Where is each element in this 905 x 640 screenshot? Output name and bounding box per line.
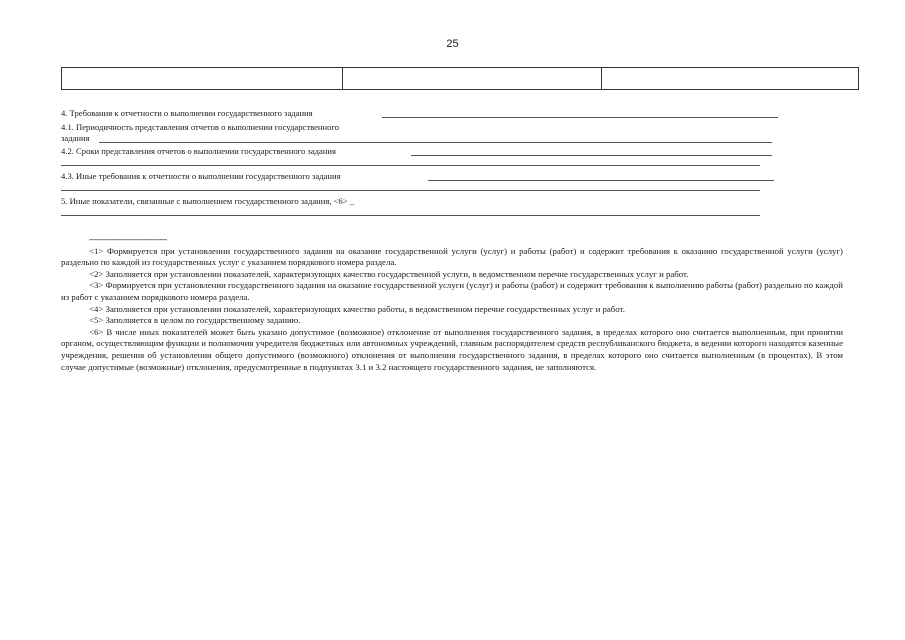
table-cell	[62, 68, 343, 89]
footnotes	[61, 234, 843, 373]
footnote-separator: --------------------------------	[89, 234, 167, 244]
section-4-heading: 4. Требования к отчетности о выполнении государственного задания	[61, 108, 313, 118]
footnote-6: <6> В числе иных показателей может быть указано допустимое (возможное) отклонение от выполнения государственного задания, в пределах которого оно считается выполненным, при принятии органом, осуществляющим функции и полномочия учредителя бюджетных или автономных учреждений, главным распорядителем средств республиканского бюджета, в ведении которого находятся казенные учреждения, решения об установлении общего допустимого (возможного) отклонения от выполнения государственного задания, в пределах которого оно считается выполненным (в процентах). В этом случае допустимые (возможные) отклонения, предусмотренные в подпунктах 3.1 и 3.2 настоящего государственного задания, не заполняются.	[61, 326, 843, 372]
footnote-3: <3> Формируется при установлении государственного задания на оказание государственной услуги (услуг) и работы (работ) и содержит требования к выполнению работы (работ) раздельно по каждой из работ с указанием порядкового номера раздела.	[61, 280, 843, 302]
fill-line	[99, 142, 772, 143]
fill-line	[61, 165, 760, 166]
page-number: 25	[446, 38, 459, 50]
footnote-5: <5> Заполняется в целом по государственному заданию.	[89, 315, 301, 326]
table-cell	[343, 68, 602, 89]
table-row	[61, 67, 859, 90]
footnote-2: <2> Заполняется при установлении показателей, характеризующих качество государственной услуги, в ведомственном перечне государственных услуг и работ.	[89, 268, 689, 279]
section-4-1-line2: задания	[61, 133, 90, 143]
section-4-1-line1: 4.1. Периодичность представления отчетов о выполнении государственного	[61, 122, 340, 132]
fill-line	[61, 190, 760, 191]
fill-line	[61, 215, 760, 216]
footnote-1: <1> Формируется при установлении государственного задания на оказание государственной услуги (услуг) и работы (работ) и содержит требования к оказанию государственной услуги (услуг) раздельно по каждой из государственных услуг с указанием порядкового номера раздела.	[61, 245, 843, 268]
fill-line	[411, 155, 772, 156]
section-5-heading: 5. Иные показатели, связанные с выполнением государственного задания, <6> _	[61, 196, 355, 206]
footnote-4: <4> Заполняется при установлении показателей, характеризующих качество работы, в ведомственном перечне государственных услуг и работ.	[89, 303, 625, 314]
fill-line	[428, 180, 774, 181]
section-4-2-heading: 4.2. Сроки представления отчетов о выполнении государственного задания	[61, 146, 336, 156]
table-cell	[602, 68, 858, 89]
section-4-3-heading: 4.3. Иные требования к отчетности о выполнении государственного задания	[61, 171, 341, 181]
fill-line	[382, 117, 778, 118]
